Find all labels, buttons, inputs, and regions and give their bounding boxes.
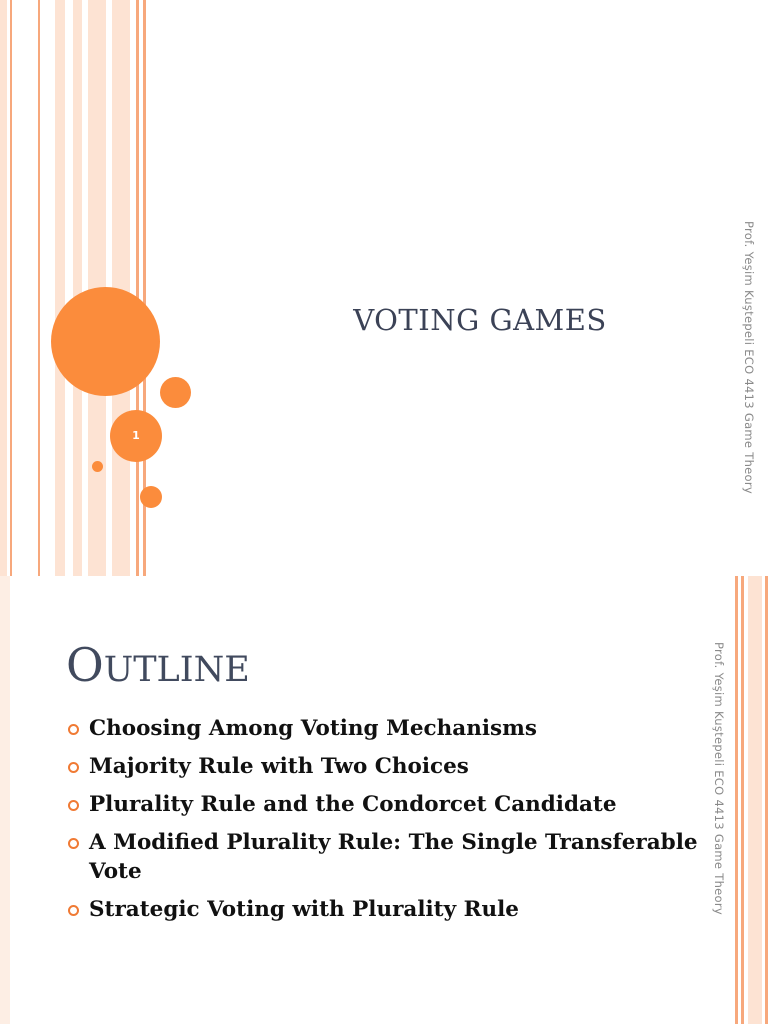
side-footer-text: Prof. Yeşim Kuştepeli ECO 4413 Game Theory <box>712 642 726 916</box>
bullet-circle-icon <box>68 724 79 735</box>
list-item <box>66 790 706 819</box>
list-item-text: A Modified Plurality Rule: The Single Transferable Vote <box>89 830 698 884</box>
decor-stripe <box>73 0 82 576</box>
outline-heading-rest: UTLINE <box>103 650 250 690</box>
decor-circle-large <box>51 287 160 396</box>
decor-stripe <box>735 576 738 1024</box>
decor-stripe <box>748 576 762 1024</box>
decor-stripe <box>10 0 12 576</box>
bullet-circle-icon <box>68 800 79 811</box>
decor-circle-tiny <box>92 461 103 472</box>
decor-circle-medium <box>160 377 191 408</box>
decor-stripe <box>0 576 10 1024</box>
list-item <box>66 895 706 924</box>
bullet-circle-icon <box>68 905 79 916</box>
slide-number: 1 <box>132 429 140 442</box>
decor-stripe <box>0 0 7 576</box>
decor-stripe <box>136 0 139 576</box>
decor-stripe <box>38 0 40 576</box>
decor-stripe <box>741 576 744 1024</box>
list-item <box>66 828 706 886</box>
decor-stripe <box>55 0 65 576</box>
list-item-text: Strategic Voting with Plurality Rule <box>89 897 519 922</box>
decor-circle-small <box>140 486 162 508</box>
list-item-text: Choosing Among Voting Mechanisms <box>89 716 537 741</box>
slide-title: VOTING GAMES <box>353 303 607 337</box>
side-footer-text: Prof. Yeşim Kuştepeli ECO 4413 Game Theory <box>742 221 756 495</box>
list-item <box>66 714 706 743</box>
list-item-text: Plurality Rule and the Condorcet Candidate <box>89 792 617 817</box>
list-item-text: Majority Rule with Two Choices <box>89 754 469 779</box>
bullet-circle-icon <box>68 762 79 773</box>
outline-heading <box>66 638 250 692</box>
outline-list <box>66 714 706 933</box>
bullet-circle-icon <box>68 838 79 849</box>
outline-heading-initial: O <box>66 638 104 692</box>
list-item <box>66 752 706 781</box>
